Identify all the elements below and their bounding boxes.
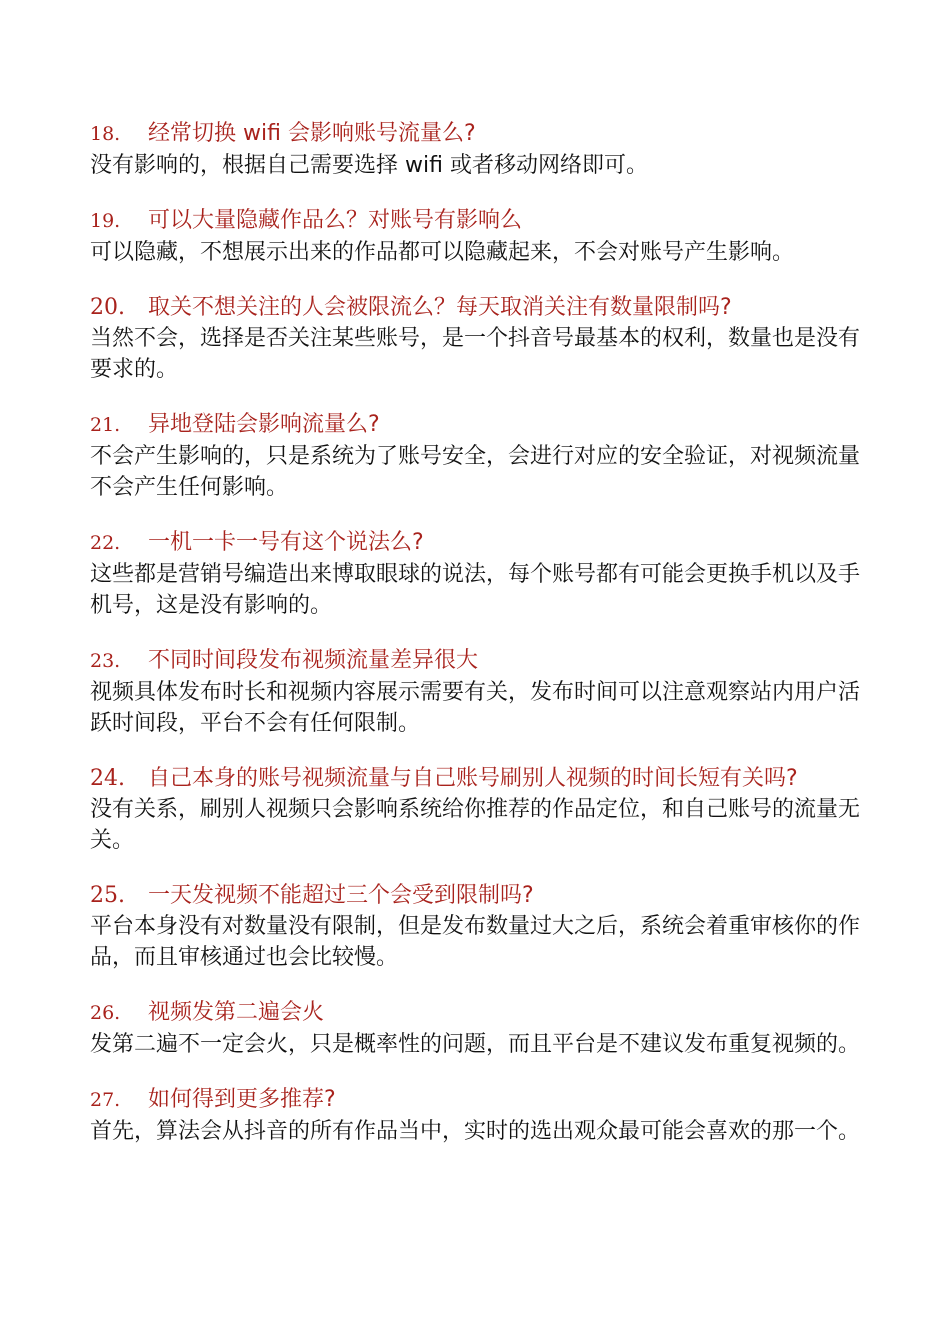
answer-text: 这些都是营销号编造出来博取眼球的说法，每个账号都有可能会更换手机以及手机号，这是没有影响的。 (90, 562, 861, 618)
answer-text: 没有关系，刷别人视频只会影响系统给你推荐的作品定位，和自己账号的流量无关。 (90, 797, 861, 853)
question-text: 自己本身的账号视频流量与自己账号刷别人视频的时间长短有关吗? (148, 766, 798, 791)
question-text: 异地登陆会影响流量么? (148, 412, 380, 437)
question-number: 24. (90, 766, 125, 791)
question-text: 一机一卡一号有这个说法么? (148, 530, 424, 555)
question-number: 22. (90, 532, 121, 554)
answer-text: 没有影响的，根据自己需要选择 wifi 或者移动网络即可。 (90, 153, 648, 178)
faq-item-19 (90, 205, 870, 268)
question-number: 25. (90, 883, 125, 908)
answer-text: 发第二遍不一定会火，只是概率性的问题，而且平台是不建议发布重复视频的。 (90, 1032, 861, 1057)
question-text: 如何得到更多推荐? (148, 1087, 336, 1112)
answer-text: 首先，算法会从抖音的所有作品当中，实时的选出观众最可能会喜欢的那一个。 (90, 1119, 861, 1144)
question-text: 经常切换 wifi 会影响账号流量么? (148, 121, 476, 146)
question-heading (90, 292, 870, 323)
question-heading (90, 645, 870, 677)
question-heading (90, 409, 870, 441)
faq-item-24 (90, 763, 870, 856)
faq-item-21 (90, 409, 870, 503)
question-text: 视频发第二遍会火 (148, 1000, 325, 1025)
question-text: 一天发视频不能超过三个会受到限制吗? (148, 883, 534, 908)
question-heading (90, 527, 870, 559)
faq-item-22 (90, 527, 870, 621)
faq-page (90, 118, 870, 1171)
faq-item-25 (90, 880, 870, 973)
question-heading (90, 880, 870, 911)
faq-item-20 (90, 292, 870, 385)
question-text: 可以大量隐藏作品么？对账号有影响么 (148, 208, 523, 233)
question-number: 21. (90, 414, 121, 436)
answer-text: 平台本身没有对数量没有限制，但是发布数量过大之后，系统会着重审核你的作品，而且审核通过也会比较慢。 (90, 914, 861, 970)
faq-item-26 (90, 997, 870, 1060)
question-number: 18. (90, 123, 121, 145)
question-heading (90, 763, 870, 794)
question-heading (90, 205, 870, 237)
question-heading (90, 1084, 870, 1116)
question-heading (90, 118, 870, 150)
answer-text: 视频具体发布时长和视频内容展示需要有关，发布时间可以注意观察站内用户活跃时间段，平台不会有任何限制。 (90, 680, 861, 736)
answer-text: 可以隐藏，不想展示出来的作品都可以隐藏起来，不会对账号产生影响。 (90, 240, 795, 265)
answer-text: 不会产生影响的，只是系统为了账号安全，会进行对应的安全验证，对视频流量不会产生任何影响。 (90, 444, 861, 500)
question-number: 27. (90, 1089, 121, 1111)
question-number: 23. (90, 650, 121, 672)
question-text: 取关不想关注的人会被限流么？每天取消关注有数量限制吗? (148, 295, 732, 320)
faq-item-18 (90, 118, 870, 181)
question-number: 20. (90, 295, 125, 320)
answer-text: 当然不会，选择是否关注某些账号，是一个抖音号最基本的权利，数量也是没有要求的。 (90, 326, 861, 382)
question-number: 26. (90, 1002, 121, 1024)
question-text: 不同时间段发布视频流量差异很大 (148, 648, 479, 673)
faq-item-27 (90, 1084, 870, 1147)
question-heading (90, 997, 870, 1029)
question-number: 19. (90, 210, 121, 232)
faq-item-23 (90, 645, 870, 739)
